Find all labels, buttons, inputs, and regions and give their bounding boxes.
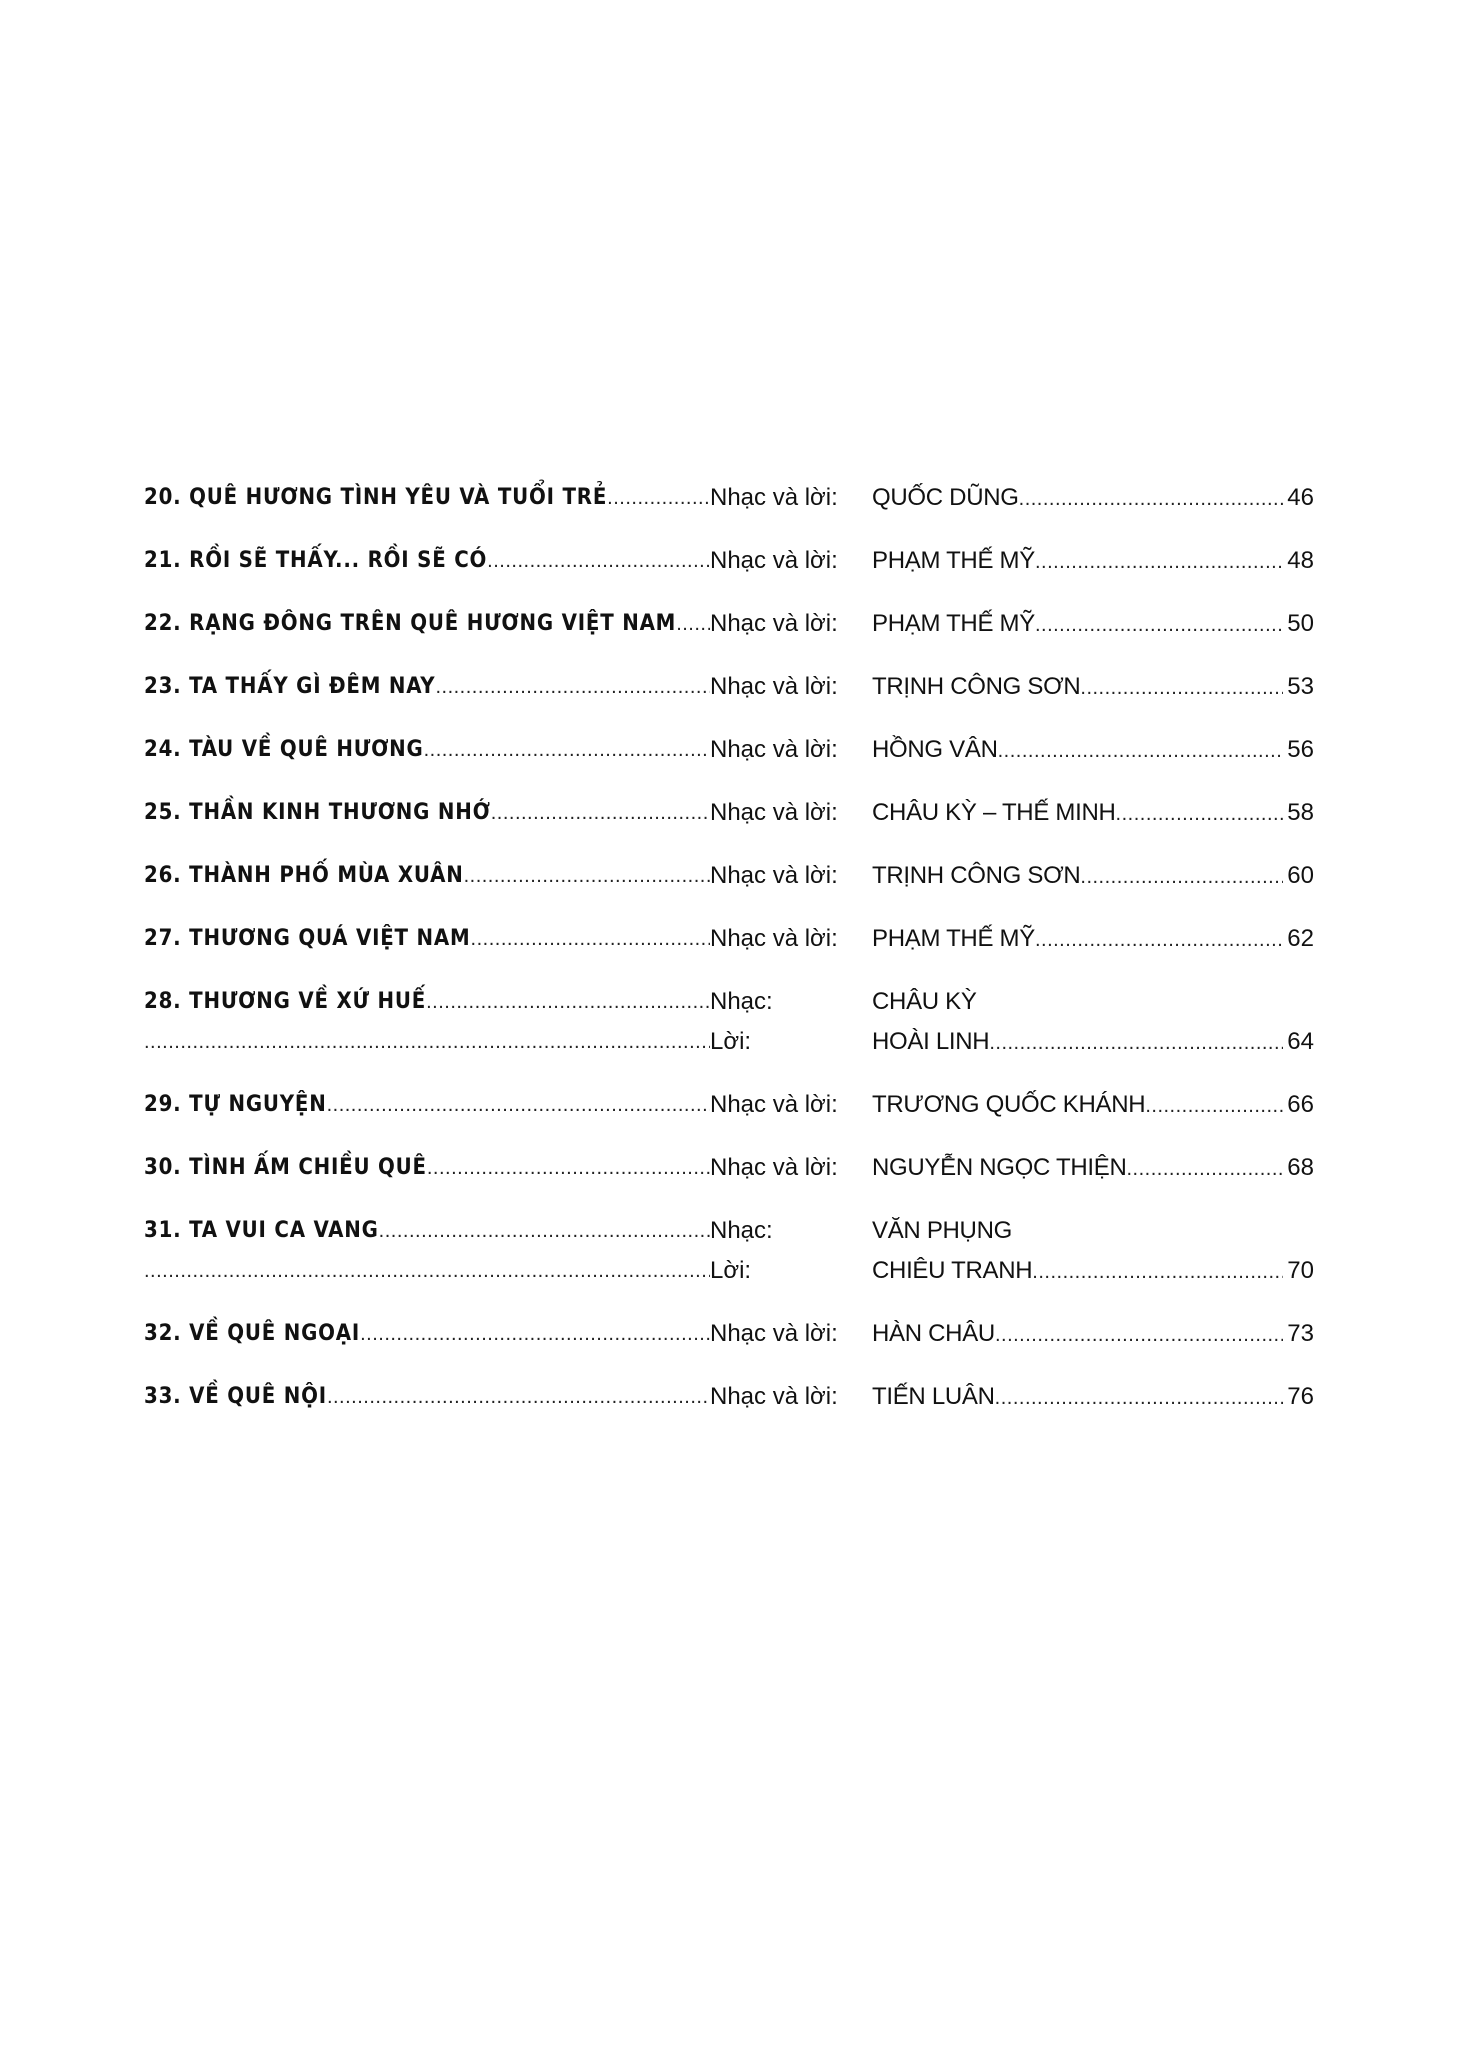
song-title: 31. TA VUI CA VANG [144, 1218, 379, 1243]
table-of-contents [144, 478, 1314, 1440]
song-title: 32. VỀ QUÊ NGOẠI [144, 1321, 361, 1346]
toc-entry[interactable] [144, 1377, 1314, 1417]
toc-entry[interactable] [144, 856, 1314, 896]
credit-label: Nhạc và lời: [710, 484, 838, 511]
dot-leader [327, 1377, 710, 1417]
song-title: 22. RẠNG ĐÔNG TRÊN QUÊ HƯƠNG VIỆT NAM [144, 611, 677, 636]
dot-leader [144, 1251, 710, 1291]
page-number: 62 [1287, 925, 1314, 952]
author-name: PHẠM THẾ MỸ [872, 925, 1035, 952]
song-title: 24. TÀU VỀ QUÊ HƯƠNG [144, 737, 424, 762]
credit-label: Nhạc và lời: [710, 1154, 838, 1181]
page-number: 50 [1287, 610, 1314, 637]
credit-label: Nhạc và lời: [710, 736, 838, 763]
credit-label: Nhạc: [710, 1217, 773, 1244]
page-number: 68 [1287, 1154, 1314, 1181]
dot-leader [1116, 794, 1284, 834]
credit-label: Nhạc và lời: [710, 862, 838, 889]
dot-leader [471, 919, 710, 959]
toc-entry[interactable] [144, 604, 1314, 644]
dot-leader [427, 1148, 710, 1188]
song-title: 23. TA THẤY GÌ ĐÊM NAY [144, 674, 436, 699]
dot-leader [998, 731, 1284, 771]
page-number: 64 [1287, 1028, 1314, 1055]
dot-leader [1035, 605, 1283, 645]
dot-leader [1035, 920, 1283, 960]
dot-leader [426, 982, 710, 1022]
dot-leader [1145, 1086, 1283, 1126]
song-title: 21. RỒI SẼ THẤY... RỒI SẼ CÓ [144, 548, 488, 573]
dot-leader [1019, 479, 1284, 519]
credit-label: Nhạc: [710, 988, 773, 1015]
dot-leader [487, 541, 710, 581]
dot-leader [1126, 1149, 1283, 1189]
toc-entry[interactable] [144, 667, 1314, 707]
author-name: TRỊNH CÔNG SƠN [872, 862, 1081, 889]
credit-label: Nhạc và lời: [710, 1383, 838, 1410]
page-number: 58 [1287, 799, 1314, 826]
dot-leader [464, 856, 710, 896]
page-number: 56 [1287, 736, 1314, 763]
dot-leader [144, 1022, 710, 1062]
credit-label: Nhạc và lời: [710, 610, 838, 637]
dot-leader [1032, 1252, 1283, 1292]
credit-label: Nhạc và lời: [710, 925, 838, 952]
dot-leader [607, 478, 710, 518]
song-title: 30. TÌNH ẤM CHIỀU QUÊ [144, 1155, 427, 1180]
dot-leader [1080, 857, 1283, 897]
song-title: 27. THƯƠNG QUÁ VIỆT NAM [144, 926, 471, 951]
toc-entry[interactable] [144, 1314, 1314, 1354]
page-number: 48 [1287, 547, 1314, 574]
dot-leader [995, 1315, 1283, 1355]
author-name: NGUYỄN NGỌC THIỆN [872, 1154, 1127, 1181]
author-name: CHÂU KỲ [872, 988, 977, 1015]
page-number: 46 [1287, 484, 1314, 511]
toc-entry[interactable] [144, 730, 1314, 770]
page-number: 76 [1287, 1383, 1314, 1410]
song-title: 25. THẦN KINH THƯƠNG NHỚ [144, 800, 491, 825]
dot-leader [1035, 542, 1283, 582]
page-number: 70 [1287, 1257, 1314, 1284]
toc-entry[interactable] [144, 478, 1314, 518]
author-name: CHIÊU TRANH [872, 1257, 1033, 1284]
dot-leader [327, 1085, 710, 1125]
song-title: 26. THÀNH PHỐ MÙA XUÂN [144, 863, 464, 888]
toc-entry[interactable] [144, 793, 1314, 833]
dot-leader [424, 730, 710, 770]
dot-leader [995, 1378, 1284, 1418]
song-title: 29. TỰ NGUYỆN [144, 1092, 327, 1117]
author-name: TRƯƠNG QUỐC KHÁNH [872, 1091, 1146, 1118]
toc-entry-continuation[interactable] [144, 1251, 1314, 1291]
toc-entry[interactable] [144, 982, 1314, 1022]
author-name: QUỐC DŨNG [872, 484, 1019, 511]
credit-label: Lời: [710, 1257, 752, 1284]
author-name: CHÂU KỲ – THẾ MINH [872, 799, 1116, 826]
page-number: 53 [1287, 673, 1314, 700]
song-title: 20. QUÊ HƯƠNG TÌNH YÊU VÀ TUỔI TRẺ [144, 485, 608, 510]
toc-entry[interactable] [144, 541, 1314, 581]
toc-entry[interactable] [144, 1085, 1314, 1125]
credit-label: Nhạc và lời: [710, 799, 838, 826]
author-name: PHẠM THẾ MỸ [872, 610, 1035, 637]
credit-label: Lời: [710, 1028, 752, 1055]
toc-entry-continuation[interactable] [144, 1022, 1314, 1062]
credit-label: Nhạc và lời: [710, 1091, 838, 1118]
page-number: 73 [1287, 1320, 1314, 1347]
dot-leader [989, 1023, 1283, 1063]
song-title: 33. VỀ QUÊ NỘI [144, 1384, 327, 1409]
dot-leader [360, 1314, 710, 1354]
page-number: 66 [1287, 1091, 1314, 1118]
credit-label: Nhạc và lời: [710, 547, 838, 574]
song-title: 28. THƯƠNG VỀ XỨ HUẾ [144, 989, 427, 1014]
author-name: TRỊNH CÔNG SƠN [872, 673, 1081, 700]
author-name: HỒNG VÂN [872, 736, 998, 763]
author-name: HOÀI LINH [872, 1028, 990, 1055]
page-number: 60 [1287, 862, 1314, 889]
toc-entry[interactable] [144, 919, 1314, 959]
dot-leader [435, 667, 710, 707]
dot-leader [1080, 668, 1283, 708]
author-name: VĂN PHỤNG [872, 1217, 1012, 1244]
author-name: HÀN CHÂU [872, 1320, 995, 1347]
author-name: TIẾN LUÂN [872, 1383, 995, 1410]
credit-label: Nhạc và lời: [710, 673, 838, 700]
author-name: PHẠM THẾ MỸ [872, 547, 1035, 574]
dot-leader [379, 1211, 710, 1251]
dot-leader [676, 604, 710, 644]
credit-label: Nhạc và lời: [710, 1320, 838, 1347]
toc-entry[interactable] [144, 1211, 1314, 1251]
toc-entry[interactable] [144, 1148, 1314, 1188]
dot-leader [491, 793, 710, 833]
